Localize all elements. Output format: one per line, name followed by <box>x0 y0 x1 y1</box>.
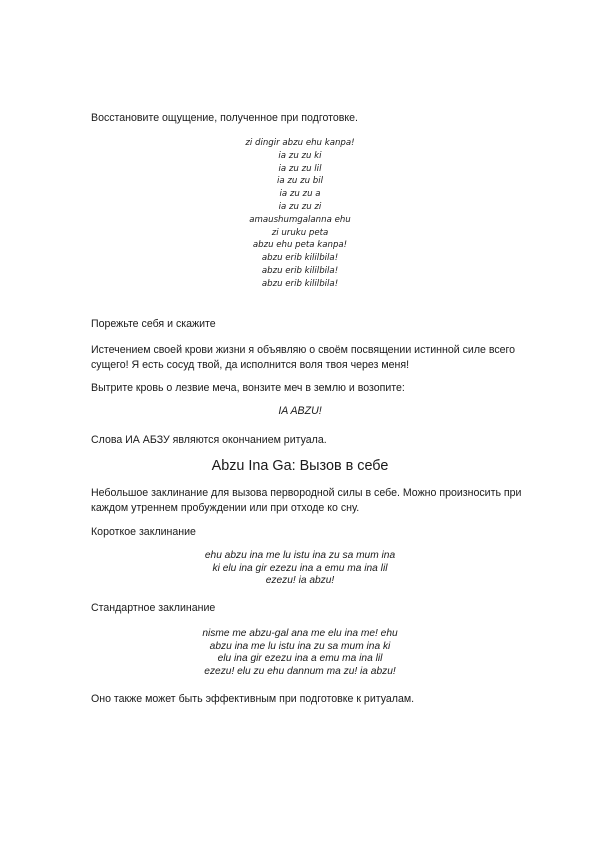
spell-line: ezezu! ia abzu! <box>265 575 335 587</box>
spell-line: abzu ina me lu istu ina zu sa mum ina ki <box>209 640 391 652</box>
chant-line: abzu erib kililbila! <box>261 253 339 264</box>
chant-line: zi uruku peta <box>271 227 329 238</box>
chant-line: abzu ehu peta kanpa! <box>252 240 348 251</box>
chant-line: zi dingir abzu ehu kanpa! <box>245 138 355 148</box>
wipe-blood-paragraph: Вытрите кровь о лезвие меча, вонзите меч в землю и возопите: <box>91 382 405 394</box>
closing-paragraph: Оно также может быть эффективным при подготовке к ритуалам. <box>91 693 415 705</box>
spell-line: ehu abzu ina me lu istu ina zu sa mum ina <box>204 550 396 561</box>
chant-line: ia zu zu a <box>279 189 321 200</box>
short-spell-text <box>0 550 600 588</box>
chant-line: amaushumgalanna ehu <box>249 214 351 225</box>
chant-line: ia zu zu ki <box>278 150 322 161</box>
cut-self-paragraph: Порежьте себя и скажите <box>91 318 216 330</box>
chant-line: ia zu zu lil <box>278 163 322 174</box>
spell-line: ezezu! elu zu ehu dannum ma zu! ia abzu! <box>204 665 396 677</box>
section-heading: Abzu Ina Ga: Вызов в себе <box>211 458 389 474</box>
chant-line: abzu erib kililbila! <box>261 265 339 276</box>
chant-line: ia zu zu zi <box>278 201 322 212</box>
short-spell-label: Короткое заклинание <box>91 526 196 538</box>
spell-line: elu ina gir ezezu ina a emu ma ina lil <box>217 653 383 665</box>
ia-abzu-cry: IA ABZU! <box>278 405 322 417</box>
chant-line: ia zu zu bil <box>277 176 323 187</box>
chant-line: abzu erib kililbila! <box>261 278 339 289</box>
ritual-end-paragraph: Слова ИА АБЗУ являются окончанием ритуала. <box>91 434 327 446</box>
spell-line: ki elu ina gir ezezu ina a emu ma ina lil <box>212 562 388 574</box>
invocation-chant <box>0 137 600 291</box>
standard-spell-label: Стандартное заклинание <box>91 602 216 614</box>
intro-paragraph: Восстановите ощущение, полученное при подготовке. <box>91 112 359 124</box>
standard-spell-text <box>0 628 600 678</box>
spell-line: nisme me abzu-gal ana me elu ina me! ehu <box>202 628 398 639</box>
declaration-paragraph: Истечением своей крови жизни я объявляю о своём посвящении истинной силе всего сущего! Я есть сосуд твой, да исполнится воля твоя через меня! <box>91 344 516 371</box>
section-intro-paragraph: Небольшое заклинание для вызова первородной силы в себе. Можно произносить при каждом утреннем пробуждении или при отходе ко сну. <box>91 487 522 514</box>
